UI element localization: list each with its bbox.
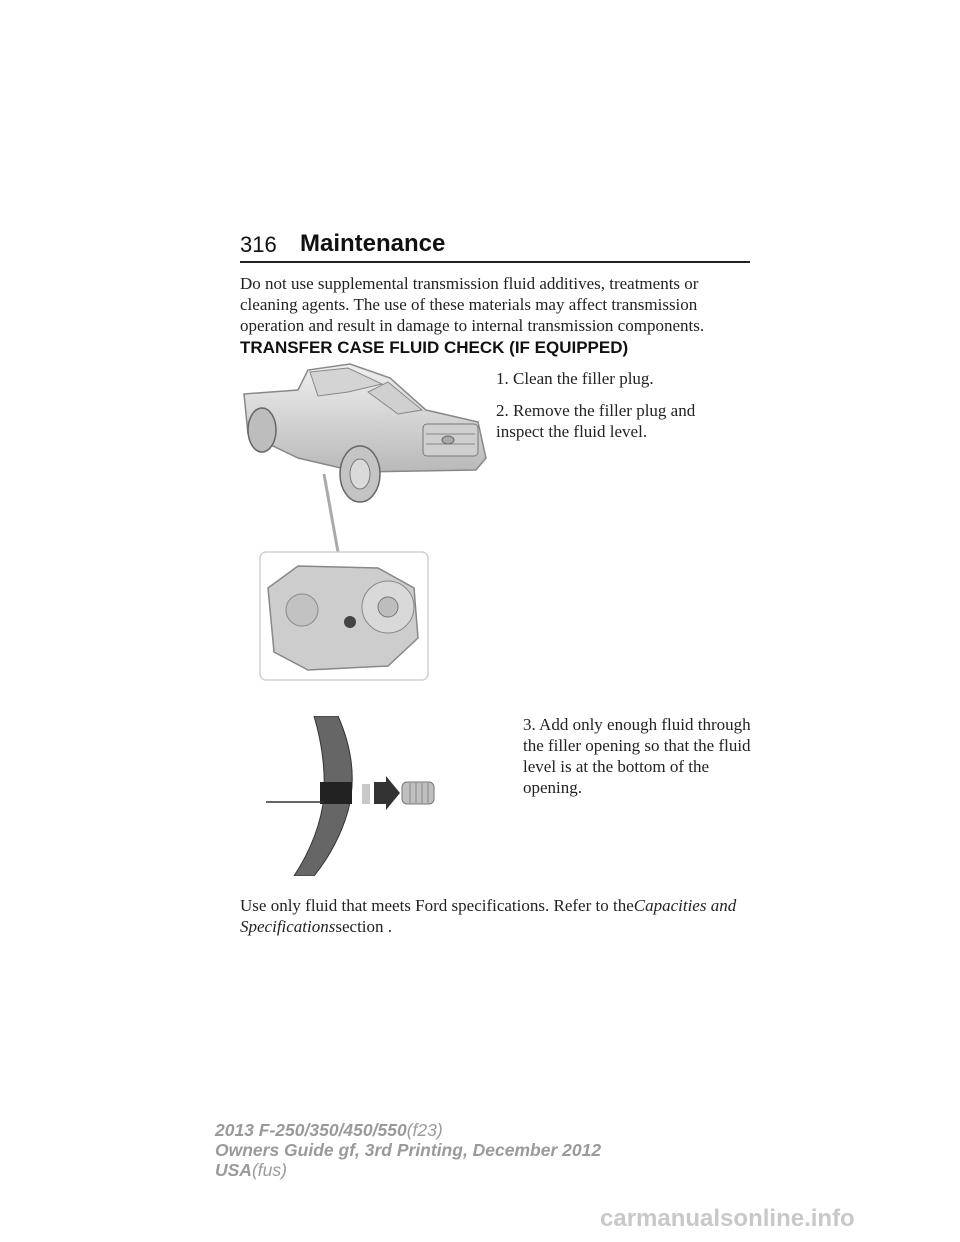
closing-paragraph: [240, 895, 755, 937]
footer-edition: Owners Guide gf, 3rd Printing, December 2012: [215, 1140, 602, 1160]
footer-model: 2013 F-250/350/450/550: [215, 1120, 407, 1140]
transfer-case-heading: TRANSFER CASE FLUID CHECK (IF EQUIPPED): [240, 338, 629, 357]
page-footer: [215, 1120, 601, 1180]
truck-transfer-case-illustration: [238, 362, 493, 687]
footer-code: (f23): [406, 1120, 443, 1140]
step-3: 3. Add only enough fluid through the filler opening so that the fluid level is at the bottom of the opening.: [523, 715, 751, 797]
footer-market-code: (fus): [251, 1160, 287, 1180]
page-number: 316: [240, 232, 277, 257]
footer-market: USA: [215, 1160, 252, 1180]
capacities-reference: Capacities and Specifications: [240, 896, 737, 936]
watermark: carmanualsonline.info: [600, 1205, 855, 1232]
section-title: Maintenance: [300, 230, 446, 257]
filler-plug-illustration: [262, 716, 442, 876]
closing-text-after: section .: [335, 917, 393, 936]
closing-text-before: Use only fluid that meets Ford specifications. Refer to the: [240, 896, 634, 915]
header-rule: [240, 261, 750, 263]
intro-paragraph: Do not use supplemental transmission fluid additives, treatments or cleaning agents. The use of these materials may affect transmission operation and result in damage to internal transmission components.: [240, 274, 705, 335]
step-2: 2. Remove the filler plug and inspect the fluid level.: [496, 401, 696, 441]
step-1: 1. Clean the filler plug.: [496, 369, 654, 388]
page-header: [240, 228, 750, 260]
